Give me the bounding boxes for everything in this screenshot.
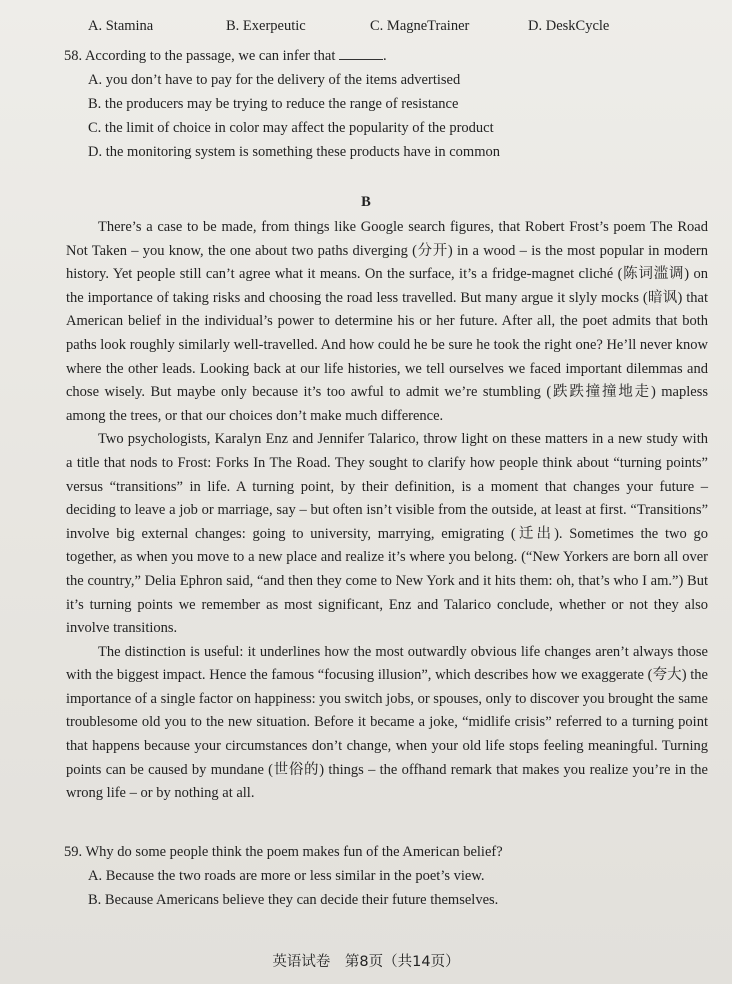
page-footer: 英语试卷 第8页（共14页） — [272, 954, 460, 970]
option-c: C. MagneTrainer — [370, 18, 470, 34]
section-title: B — [361, 194, 371, 210]
stem-text: 58. According to the passage, we can infer that — [64, 48, 336, 64]
option-a: A. Stamina — [88, 18, 154, 34]
paragraph-2: Two psychologists, Karalyn Enz and Jennifer Talarico, throw light on these matters in a new study with a title that nods to Frost: Forks In The Road. They sought to clarify how people think about “turning points” versus “transitions” in life. A turning point, by their definition, is a moment that changes your future – deciding to leave a job or marriage, say – but often isn’t visible from the outside, at least at first. “Transitions” involve big external changes: going to university, marrying, emigrating (迁出). Sometimes the two go together, as when you move to a new place and realize it’s where you belong. (“New Yorkers are born all over the country,” Delia Ephron said, “and then they come to New York and it hits them: oh, that’s who I am.”) But it’s turning points we remember as most significant, Enz and Talarico conclude, whether or not they also involve transitions. — [66, 431, 708, 637]
answer-blank — [339, 45, 383, 60]
previous-question-options — [88, 18, 692, 35]
option-d: D. DeskCycle — [528, 18, 610, 34]
choice-b: B. Because Americans believe they can decide their future themselves. — [88, 892, 499, 908]
choice-a: A. you don’t have to pay for the delivery of the items advertised — [88, 72, 461, 88]
reading-passage — [66, 216, 708, 806]
choice-a: A. Because the two roads are more or less similar in the poet’s view. — [88, 868, 485, 884]
question-59 — [64, 840, 702, 912]
paragraph-1: There’s a case to be made, from things like Google search figures, that Robert Frost’s poem The Road Not Taken – you know, the one about two paths diverging (分开) in a wood – is the most popular in modern history. Yet people still can’t agree what it means. On the surface, it’s a fridge-magnet cliché (陈词滥调) on the importance of taking risks and choosing the road less travelled. But many argue it slyly mocks (暗讽) that American belief in the individual’s power to determine his or her future. After all, the poet admits that both paths look roughly similarly well-travelled. And how could he be sure he took the right one? He’ll never know where the other leads. Looking back at our life histories, we tell ourselves we faced important dilemmas and chose wisely. But maybe only because it’s too awful to admit we’re stumbling (跌跌撞撞地走) mapless among the trees, or that our choices don’t make much difference. — [66, 219, 708, 424]
choice-d: D. the monitoring system is something these products have in common — [88, 144, 500, 160]
paragraph-3: The distinction is useful: it underlines how the most outwardly obvious life changes aren’t always those with the biggest impact. Hence the famous “focusing illusion”, which describes how we exaggerate (夸大) the importance of a single factor on happiness: you switch jobs, or spouses, only to discover you brought the same troublesome old you to the new situation. Before it became a joke, “midlife crisis” referred to a turning point that happens because your circumstances don’t change, when your old life stops feeling meaningful. Turning points can be caused by mundane (世俗的) things – the offhand remark that makes you realize you’re in the wrong life – or by nothing at all. — [66, 643, 708, 802]
question-stem — [64, 44, 702, 68]
option-b: B. Exerpeutic — [226, 18, 306, 34]
stem-end: . — [383, 48, 387, 64]
choice-b: B. the producers may be trying to reduce the range of resistance — [88, 96, 459, 112]
question-58 — [64, 44, 702, 164]
choice-c: C. the limit of choice in color may affect the popularity of the product — [88, 120, 494, 136]
question-stem: 59. Why do some people think the poem makes fun of the American belief? — [64, 844, 503, 860]
